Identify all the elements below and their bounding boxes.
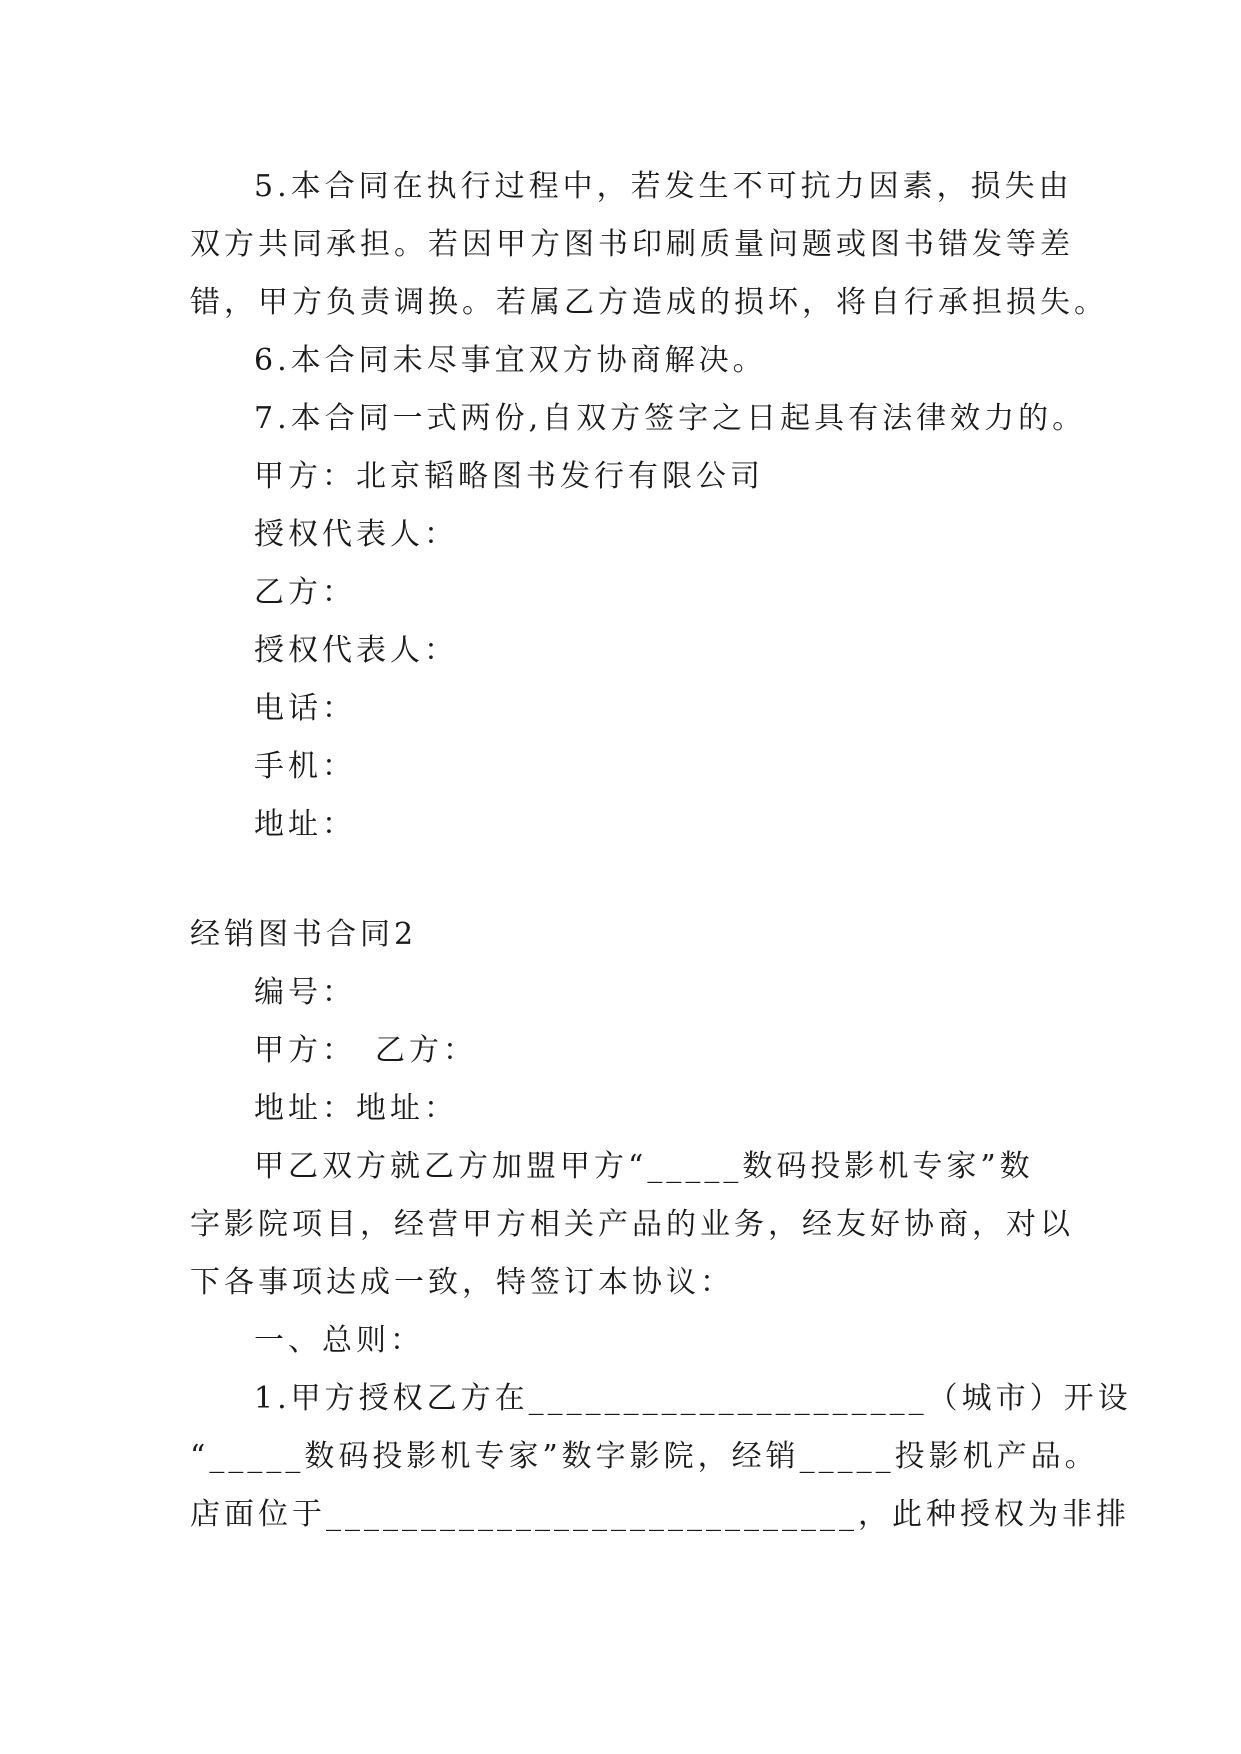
phone-line: 电话： [254,691,356,726]
preamble-line-1: 甲乙双方就乙方加盟甲方“_____数码投影机专家”数 [254,1149,1034,1184]
preamble-line-3: 下各事项达成一致，特签订本协议： [190,1265,734,1300]
party-a-line: 甲方：北京韬略图书发行有限公司 [254,459,764,494]
section-title: 经销图书合同2 [190,917,418,952]
party-b-line: 乙方： [254,575,356,610]
clause-7: 7.本合同一式两份,自双方签字之日起具有法律效力的。 [254,401,1087,436]
clause-1-line-2: “_____数码投影机专家”数字影院，经销_____投影机产品。 [190,1439,1099,1474]
parties-line: 甲方： 乙方： [254,1033,477,1068]
clause-1-line-1: 1.甲方授权乙方在_____________________（城市）开设 [254,1381,1132,1416]
document-page [190,158,1132,1544]
clause-5-line-2: 双方共同承担。若因甲方图书印刷质量问题或图书错发等差 [190,227,1074,262]
addresses-line: 地址：地址： [254,1091,458,1126]
clause-5-line-3: 错，甲方负责调换。若属乙方造成的损坏，将自行承担损失。 [190,285,1108,320]
mobile-line: 手机： [254,749,356,784]
clause-1-line-3: 店面位于____________________________，此种授权为非排 [190,1497,1130,1532]
clause-5-line-1: 5.本合同在执行过程中，若发生不可抗力因素，损失由 [254,169,1073,204]
address-line: 地址： [254,807,356,842]
preamble-line-2: 字影院项目，经营甲方相关产品的业务，经友好协商，对以 [190,1207,1074,1242]
contract-number: 编号： [254,975,356,1010]
party-b-representative: 授权代表人： [254,633,458,668]
party-a-representative: 授权代表人： [254,517,458,552]
clause-6: 6.本合同未尽事宜双方协商解决。 [254,343,767,378]
general-provisions-heading: 一、总则： [254,1323,424,1358]
